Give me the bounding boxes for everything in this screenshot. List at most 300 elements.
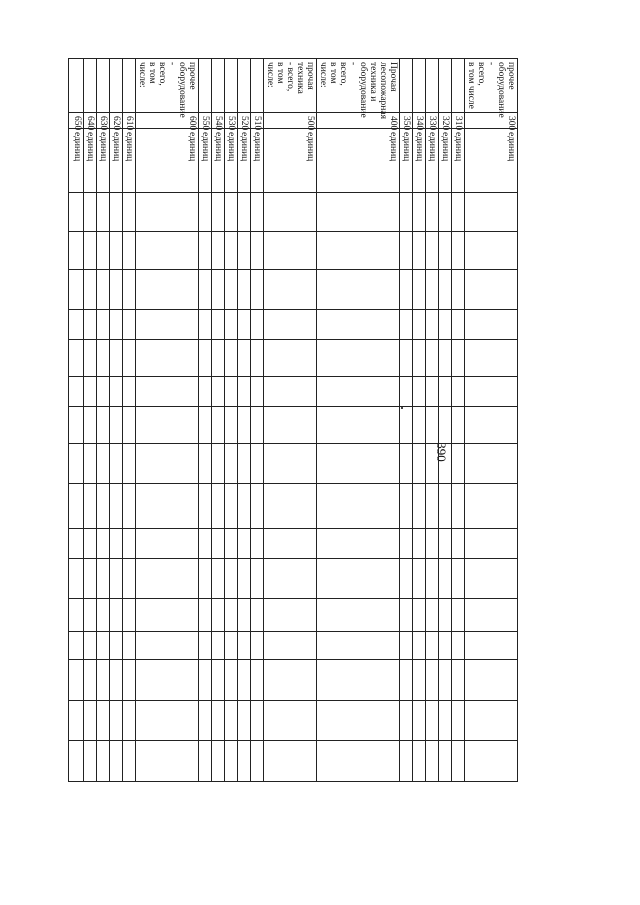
empty-cell [199,632,212,660]
empty-cell [439,310,452,340]
empty-cell [212,310,225,340]
row-name-cell: прочая техника - всего, в том числе: [264,59,317,113]
empty-cell [199,741,212,782]
empty-cell [212,632,225,660]
empty-cell [439,340,452,377]
empty-cell [264,632,317,660]
empty-cell [465,407,518,444]
empty-cell [136,444,199,484]
empty-cell [452,310,465,340]
empty-cell [97,484,110,529]
empty-cell [238,377,251,407]
empty-cell [465,444,518,484]
row-name-cell [110,59,123,113]
empty-cell [317,701,400,741]
empty-cell [317,193,400,232]
empty-cell [426,444,439,484]
empty-cell [97,559,110,599]
stray-mark [401,407,403,409]
empty-cell [426,529,439,559]
empty-cell [110,377,123,407]
empty-cell [413,340,426,377]
empty-cell [413,310,426,340]
empty-cell [264,559,317,599]
row-name-cell [199,59,212,113]
empty-cell [212,377,225,407]
empty-cell [212,270,225,310]
table-row [439,59,452,849]
empty-cell [400,599,413,632]
empty-cell [69,701,84,741]
empty-cell [69,444,84,484]
empty-cell [84,444,97,484]
empty-cell [238,741,251,782]
empty-cell [97,529,110,559]
empty-cell [199,270,212,310]
row-code-cell: 640 [84,113,97,129]
empty-cell [400,340,413,377]
empty-cell [123,660,136,701]
empty-cell [97,741,110,782]
empty-cell [426,377,439,407]
row-code-cell: 400 [317,113,400,129]
empty-cell [136,193,199,232]
empty-cell [452,444,465,484]
empty-cell [225,529,238,559]
empty-cell [426,701,439,741]
empty-cell [69,599,84,632]
empty-cell [439,529,452,559]
empty-cell [123,529,136,559]
empty-cell [264,701,317,741]
row-name-cell [212,59,225,113]
empty-cell [136,407,199,444]
empty-cell [251,193,264,232]
empty-cell [264,741,317,782]
empty-cell [110,193,123,232]
empty-cell [452,193,465,232]
empty-cell [465,193,518,232]
empty-cell [69,660,84,701]
empty-cell [413,632,426,660]
row-unit-cell: единиц [212,129,225,193]
empty-cell [136,340,199,377]
empty-cell [136,529,199,559]
empty-cell [251,741,264,782]
empty-cell [238,407,251,444]
empty-cell [465,660,518,701]
empty-cell [225,701,238,741]
empty-cell [238,193,251,232]
empty-cell [123,701,136,741]
empty-cell [439,741,452,782]
empty-cell [225,484,238,529]
row-code-cell: 510 [251,113,264,129]
empty-cell [84,232,97,270]
row-unit-cell: единиц [413,129,426,193]
empty-cell [317,310,400,340]
empty-cell [123,407,136,444]
empty-cell [465,529,518,559]
empty-cell [123,310,136,340]
row-unit-cell: единиц [136,129,199,193]
row-name-cell [225,59,238,113]
empty-cell [264,444,317,484]
empty-cell [439,270,452,310]
empty-cell [264,340,317,377]
empty-cell [400,310,413,340]
table-row [199,59,212,849]
table-row [97,59,110,849]
empty-cell [317,529,400,559]
empty-cell [251,484,264,529]
row-code-cell: 610 [123,113,136,129]
empty-cell [264,599,317,632]
empty-cell [238,632,251,660]
empty-cell [199,444,212,484]
table-row [317,59,400,849]
empty-cell [199,660,212,701]
row-unit-cell: единиц [251,129,264,193]
empty-cell [426,193,439,232]
empty-cell [251,599,264,632]
empty-cell [97,701,110,741]
empty-cell [413,660,426,701]
empty-cell [225,377,238,407]
empty-cell [69,559,84,599]
empty-cell [69,377,84,407]
empty-cell [251,559,264,599]
empty-cell [212,484,225,529]
row-unit-cell: единиц [452,129,465,193]
empty-cell [465,701,518,741]
empty-cell [264,232,317,270]
empty-cell [238,340,251,377]
empty-cell [465,599,518,632]
empty-cell [199,340,212,377]
row-code-cell: 520 [238,113,251,129]
empty-cell [225,407,238,444]
empty-cell [84,741,97,782]
empty-cell [317,270,400,310]
empty-cell [84,310,97,340]
row-name-cell [123,59,136,113]
empty-cell [97,310,110,340]
row-name-cell [452,59,465,113]
page-number: 390 [434,442,449,462]
empty-cell [123,340,136,377]
empty-cell [426,310,439,340]
row-unit-cell: единиц [69,129,84,193]
empty-cell [317,599,400,632]
empty-cell [110,340,123,377]
empty-cell [413,701,426,741]
empty-cell [212,444,225,484]
empty-cell [110,310,123,340]
empty-cell [84,559,97,599]
form-table [68,58,518,849]
empty-cell [400,444,413,484]
row-code-cell: 300 [465,113,518,129]
empty-cell [212,407,225,444]
empty-cell [413,484,426,529]
row-unit-cell: единиц [225,129,238,193]
empty-cell [264,407,317,444]
empty-cell [238,529,251,559]
empty-cell [264,193,317,232]
empty-cell [439,193,452,232]
empty-cell [199,559,212,599]
empty-cell [413,741,426,782]
empty-cell [400,484,413,529]
empty-cell [439,407,452,444]
form-table-area [72,58,518,848]
empty-cell [69,193,84,232]
row-name-cell [97,59,110,113]
empty-cell [84,701,97,741]
empty-cell [123,193,136,232]
empty-cell [465,559,518,599]
empty-cell [413,270,426,310]
empty-cell [400,232,413,270]
empty-cell [439,599,452,632]
empty-cell [465,377,518,407]
empty-cell [212,232,225,270]
empty-cell [69,632,84,660]
empty-cell [238,559,251,599]
empty-cell [452,701,465,741]
empty-cell [110,632,123,660]
row-name-cell [400,59,413,113]
table-row [452,59,465,849]
empty-cell [317,632,400,660]
empty-cell [110,701,123,741]
empty-cell [110,407,123,444]
empty-cell [238,270,251,310]
empty-cell [317,407,400,444]
empty-cell [317,660,400,701]
empty-cell [413,444,426,484]
table-row [123,59,136,849]
empty-cell [238,310,251,340]
row-name-cell [238,59,251,113]
empty-cell [84,529,97,559]
empty-cell [452,529,465,559]
row-code-cell: 320 [439,113,452,129]
empty-cell [439,232,452,270]
row-name-cell [69,59,84,113]
empty-cell [84,632,97,660]
empty-cell [212,340,225,377]
row-unit-cell: единиц [465,129,518,193]
empty-cell [413,559,426,599]
empty-cell [225,193,238,232]
empty-cell [452,407,465,444]
empty-cell [199,310,212,340]
row-code-cell: 630 [97,113,110,129]
empty-cell [238,232,251,270]
empty-cell [413,599,426,632]
empty-cell [264,377,317,407]
row-name-cell [439,59,452,113]
empty-cell [465,232,518,270]
empty-cell [251,529,264,559]
empty-cell [136,701,199,741]
empty-cell [97,599,110,632]
empty-cell [136,741,199,782]
empty-cell [400,270,413,310]
empty-cell [439,701,452,741]
empty-cell [225,660,238,701]
empty-cell [465,340,518,377]
table-row [136,59,199,849]
empty-cell [251,660,264,701]
empty-cell [97,377,110,407]
empty-cell [251,632,264,660]
empty-cell [212,660,225,701]
row-name-cell [251,59,264,113]
empty-cell [465,632,518,660]
row-code-cell: 330 [426,113,439,129]
empty-cell [317,444,400,484]
empty-cell [238,660,251,701]
empty-cell [452,741,465,782]
empty-cell [225,559,238,599]
empty-cell [110,529,123,559]
empty-cell [264,660,317,701]
empty-cell [413,193,426,232]
empty-cell [264,529,317,559]
empty-cell [238,484,251,529]
empty-cell [84,193,97,232]
empty-cell [439,559,452,599]
empty-cell [123,632,136,660]
row-code-cell: 550 [199,113,212,129]
empty-cell [225,310,238,340]
empty-cell [97,270,110,310]
empty-cell [317,559,400,599]
empty-cell [212,559,225,599]
empty-cell [465,741,518,782]
empty-cell [97,193,110,232]
table-row [238,59,251,849]
empty-cell [123,270,136,310]
empty-cell [452,484,465,529]
table-row [212,59,225,849]
empty-cell [400,529,413,559]
empty-cell [251,232,264,270]
row-unit-cell: единиц [199,129,212,193]
row-code-cell: 310 [452,113,465,129]
empty-cell [400,701,413,741]
empty-cell [426,484,439,529]
empty-cell [136,484,199,529]
empty-cell [136,377,199,407]
table-row [400,59,413,849]
row-unit-cell: единиц [439,129,452,193]
empty-cell [439,632,452,660]
empty-cell [97,340,110,377]
empty-cell [251,407,264,444]
empty-cell [400,632,413,660]
empty-cell [225,444,238,484]
empty-cell [251,340,264,377]
empty-cell [212,193,225,232]
empty-cell [123,444,136,484]
empty-cell [238,444,251,484]
empty-cell [400,660,413,701]
empty-cell [136,270,199,310]
row-unit-cell: единиц [110,129,123,193]
empty-cell [251,270,264,310]
empty-cell [136,559,199,599]
rotated-table-container [72,58,518,848]
empty-cell [317,377,400,407]
empty-cell [69,270,84,310]
empty-cell [199,701,212,741]
empty-cell [69,407,84,444]
empty-cell [452,632,465,660]
empty-cell [84,340,97,377]
empty-cell [136,632,199,660]
empty-cell [123,232,136,270]
row-unit-cell: единиц [123,129,136,193]
table-row [413,59,426,849]
empty-cell [136,232,199,270]
empty-cell [84,270,97,310]
empty-cell [69,310,84,340]
empty-cell [413,407,426,444]
row-code-cell: 540 [212,113,225,129]
empty-cell [426,559,439,599]
empty-cell [199,529,212,559]
row-unit-cell: единиц [97,129,110,193]
empty-cell [400,377,413,407]
empty-cell [199,407,212,444]
empty-cell [426,599,439,632]
empty-cell [69,529,84,559]
empty-cell [110,444,123,484]
empty-cell [251,310,264,340]
empty-cell [452,270,465,310]
empty-cell [69,484,84,529]
empty-cell [123,484,136,529]
empty-cell [225,232,238,270]
empty-cell [452,340,465,377]
empty-cell [452,232,465,270]
empty-cell [452,599,465,632]
table-row [69,59,84,849]
empty-cell [212,529,225,559]
empty-cell [123,599,136,632]
empty-cell [123,377,136,407]
empty-cell [97,632,110,660]
empty-cell [426,632,439,660]
empty-cell [426,741,439,782]
table-row [84,59,97,849]
empty-cell [465,310,518,340]
empty-cell [251,377,264,407]
empty-cell [110,559,123,599]
empty-cell [136,599,199,632]
row-code-cell: 620 [110,113,123,129]
empty-cell [452,377,465,407]
empty-cell [238,599,251,632]
row-name-cell [426,59,439,113]
row-code-cell: 530 [225,113,238,129]
empty-cell [465,270,518,310]
empty-cell [439,377,452,407]
